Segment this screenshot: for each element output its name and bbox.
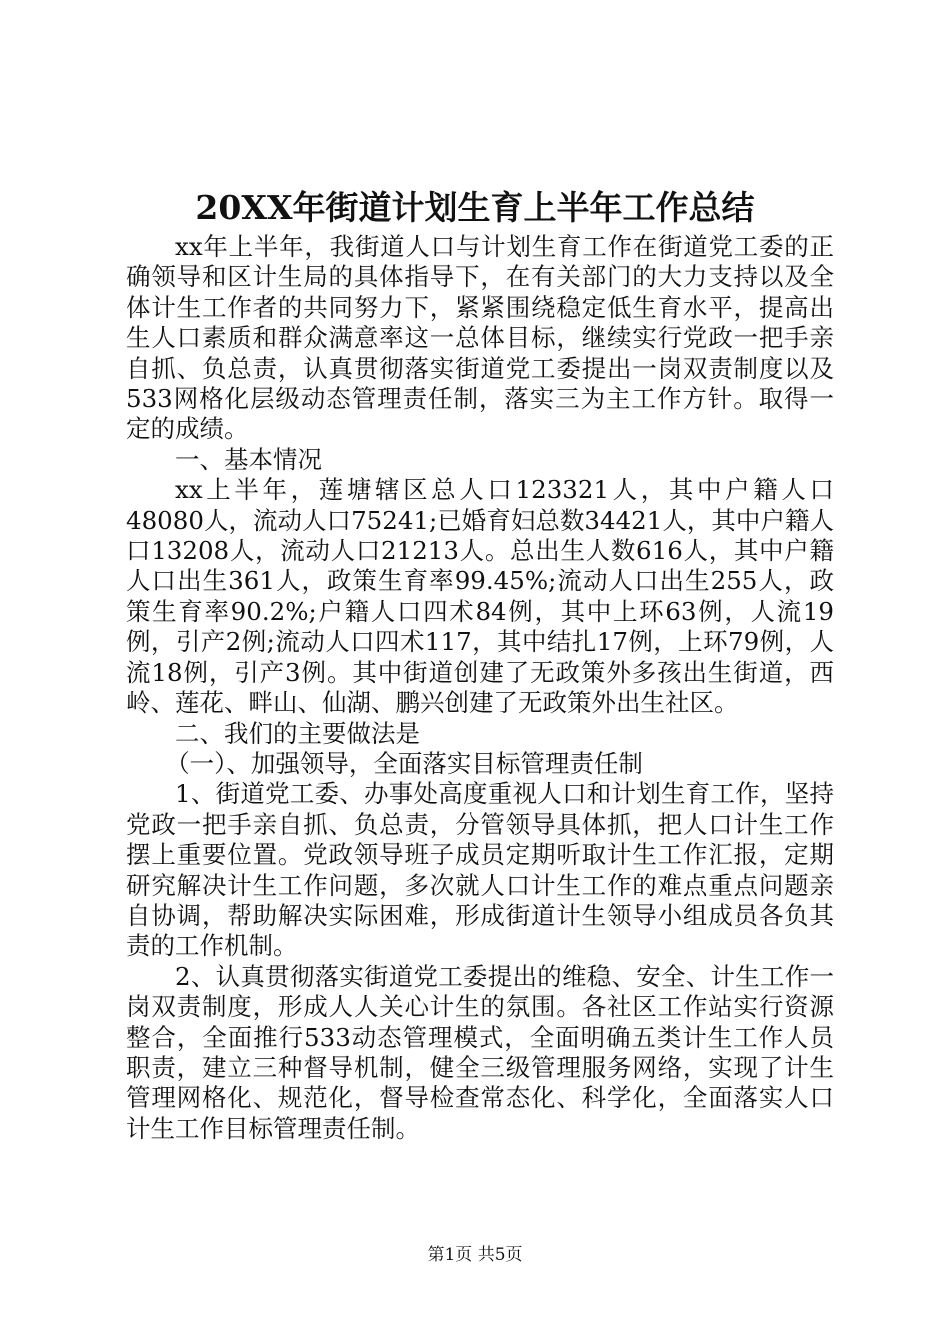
document-title: 20XX年街道计划生育上半年工作总结 (195, 188, 755, 227)
paragraph-item-1: 1、街道党工委、办事处高度重视人口和计划生育工作，坚持党政一把手亲自抓、负总责，分管领导具体抓，把人口计生工作摆上重要位置。党政领导班子成员定期听取计生工作汇报，定期研究解决计生工作问题，多次就人口计生工作的难点重点问题亲自协调，帮助解决实际困难，形成街道计生领导小组成员各负其责的工作机制。 (126, 779, 834, 961)
page-number-footer: 第1页 共5页 (427, 1245, 523, 1265)
paragraph-intro: xx年上半年，我街道人口与计划生育工作在街道党工委的正确领导和区计生局的具体指导下，在有关部门的大力支持以及全体计生工作者的共同努力下，紧紧围绕稳定低生育水平，提高出生人口素质和群众满意率这一总体目标，继续实行党政一把手亲自抓、负总责，认真贯彻落实街道党工委提出一岗双责制度以及533网格化层级动态管理责任制，落实三为主工作方针。取得一定的成绩。 (126, 232, 834, 444)
subsection-heading-leadership: （一）、加强领导，全面落实目标管理责任制 (165, 748, 643, 778)
paragraph-item-2: 2、认真贯彻落实街道党工委提出的维稳、安全、计生工作一岗双责制度，形成人人关心计生的氛围。各社区工作站实行资源整合，全面推行533动态管理模式，全面明确五类计生工作人员职责，建立三种督导机制，健全三级管理服务网络，实现了计生管理网格化、规范化，督导检查常态化、科学化，全面落实人口计生工作目标管理责任制。 (126, 961, 834, 1143)
document-body (126, 232, 834, 1144)
section-heading-basic: 一、基本情况 (175, 444, 322, 474)
section-heading-practices: 二、我们的主要做法是 (175, 718, 420, 748)
paragraph-basic-situation: xx上半年，莲塘辖区总人口123321人，其中户籍人口48080人，流动人口75241;已婚育妇总数34421人，其中户籍人口13208人，流动人口21213人。总出生人数616人，其中户籍人口出生361人，政策生育率99.45%;流动人口出生255人，政策生育率90.2%;户籍人口四术84例，其中上环63例，人流19例，引产2例;流动人口四术117，其中结扎17例，上环79例，人流18例，引产3例。其中街道创建了无政策外多孩出生街道，西岭、莲花、畔山、仙湖、鹏兴创建了无政策外出生社区。 (126, 475, 834, 718)
